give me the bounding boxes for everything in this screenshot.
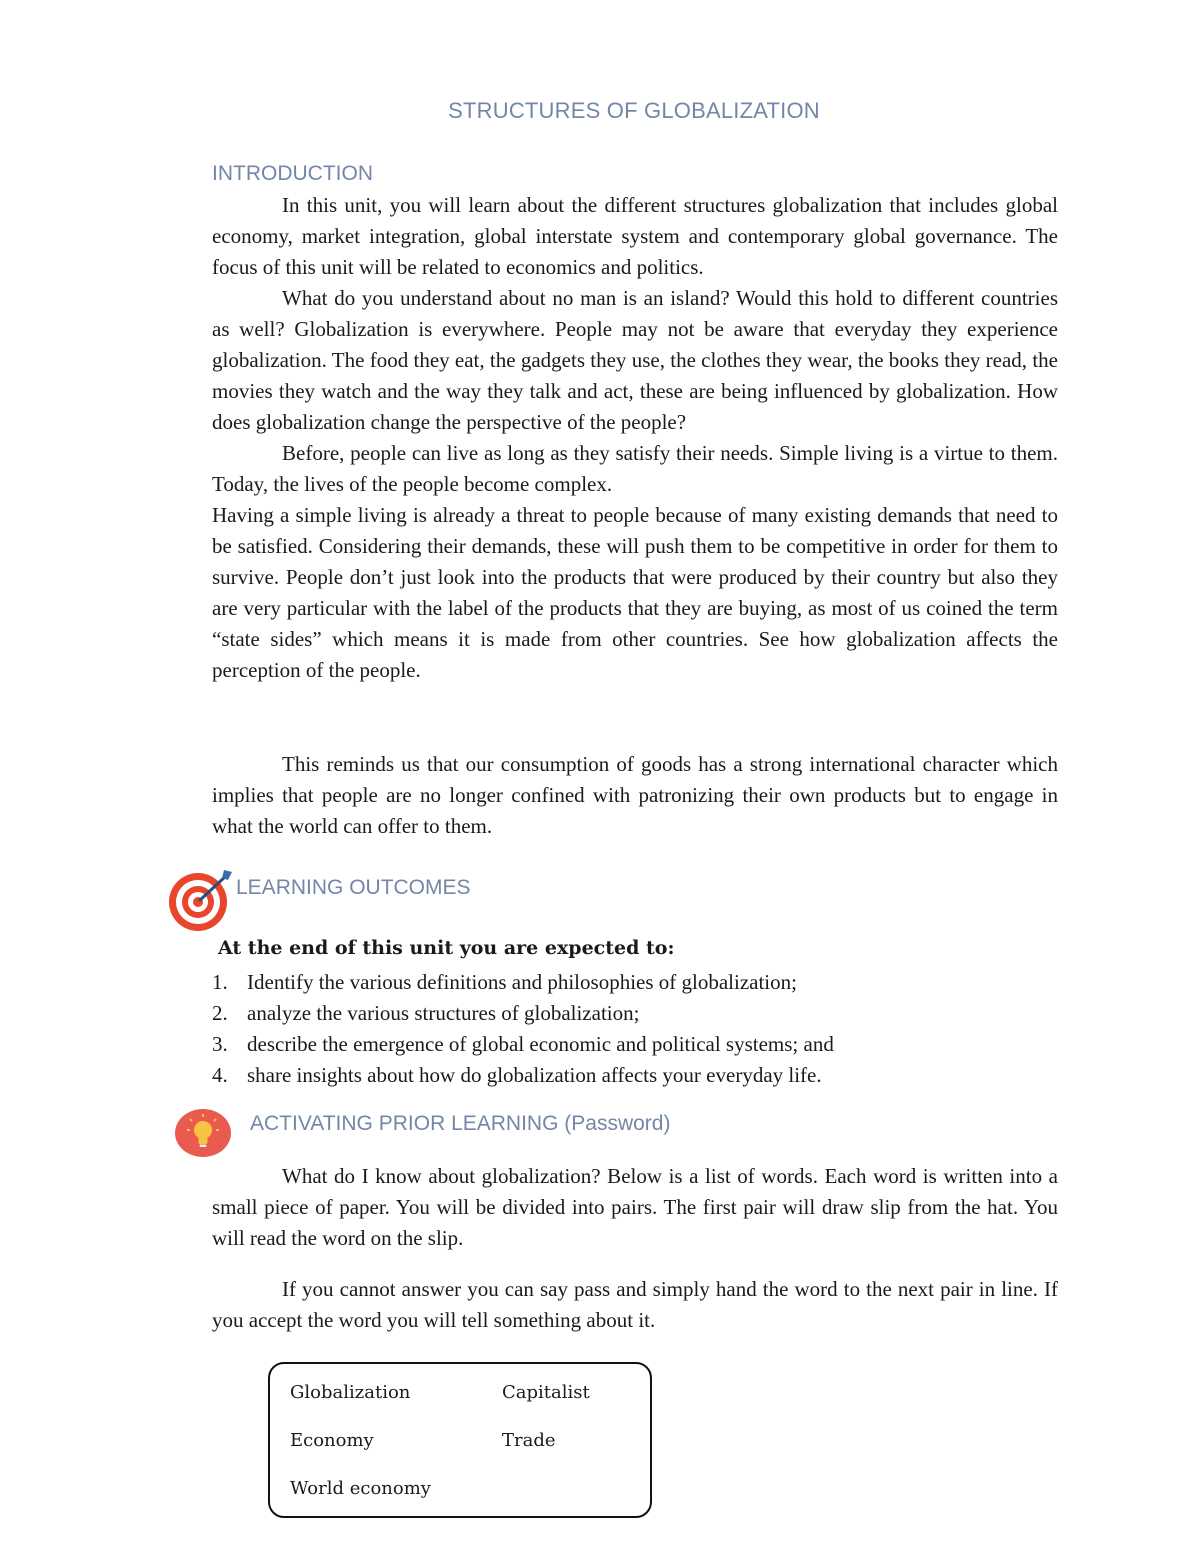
intro-paragraph-3: Before, people can live as long as they satisfy their needs. Simple living is a virtue to them. Today, the lives of the people become complex. [212, 441, 1058, 496]
activating-paragraph-1: What do I know about globalization? Below is a list of words. Each word is written into a small piece of paper. You will be divided into pairs. The first pair will draw slip from the hat. You will read the word on the slip. [212, 1164, 1058, 1250]
activating-instructions [212, 1274, 1058, 1336]
list-item [212, 1060, 834, 1091]
document-title: STRUCTURES OF GLOBALIZATION [448, 98, 820, 123]
activating-paragraph-2: If you cannot answer you can say pass and simply hand the word to the next pair in line. If you accept the word you will tell something about it. [212, 1277, 1058, 1332]
activating-heading: ACTIVATING PRIOR LEARNING (Password) [250, 1112, 671, 1135]
word-item: Capitalist [502, 1382, 590, 1403]
list-text: Identify the various definitions and philosophies of globalization; [247, 970, 797, 994]
target-icon [166, 868, 234, 932]
lightbulb-icon [174, 1108, 232, 1158]
list-number: 2. [212, 1001, 228, 1025]
intro-paragraph-2: What do you understand about no man is an island? Would this hold to different countries as well? Globalization is everywhere. People may not be aware that everyday they experience globalization. The food they eat, the gadgets they use, the clothes they wear, the books they read, the movies they watch and the way they talk and act, these are being influenced by globalization. How does globalization change the perspective of the people? [212, 286, 1058, 434]
introduction-closing [212, 749, 1058, 842]
list-number: 1. [212, 970, 228, 994]
outcomes-list [212, 967, 834, 1091]
list-text: share insights about how do globalization affects your everyday life. [247, 1063, 822, 1087]
list-number: 4. [212, 1063, 228, 1087]
list-number: 3. [212, 1032, 228, 1056]
intro-paragraph-4: Having a simple living is already a threat to people because of many existing demands that need to be satisfied. Considering their demands, these will push them to be competitive in order for them to survive. People don’t just look into the products that were produced by their country but also they are very particular with the label of the products that they are buying, as most of us coined the term “state sides” which means it is made from other countries. See how globalization affects the perception of the people. [212, 503, 1058, 682]
list-item [212, 1029, 834, 1060]
intro-paragraph-1: In this unit, you will learn about the different structures globalization that includes global economy, market integration, global interstate system and contemporary global governance. The focus of this unit will be related to economics and politics. [212, 193, 1058, 279]
word-item: Globalization [290, 1382, 411, 1403]
list-text: describe the emergence of global economic and political systems; and [247, 1032, 834, 1056]
list-item [212, 967, 834, 998]
word-item: Economy [290, 1430, 374, 1451]
outcomes-lead: At the end of this unit you are expected to: [218, 937, 675, 959]
word-item: Trade [502, 1430, 556, 1451]
list-text: analyze the various structures of globalization; [247, 1001, 640, 1025]
word-list-box [268, 1362, 652, 1518]
activating-body [212, 1161, 1058, 1254]
word-item: World economy [290, 1478, 431, 1499]
introduction-heading: INTRODUCTION [212, 162, 373, 185]
learning-outcomes-heading: LEARNING OUTCOMES [236, 876, 471, 899]
list-item [212, 998, 834, 1029]
intro-paragraph-5: This reminds us that our consumption of goods has a strong international character which implies that people are no longer confined with patronizing their own products but to engage in what the world can offer to them. [212, 752, 1058, 838]
introduction-body [212, 190, 1058, 686]
